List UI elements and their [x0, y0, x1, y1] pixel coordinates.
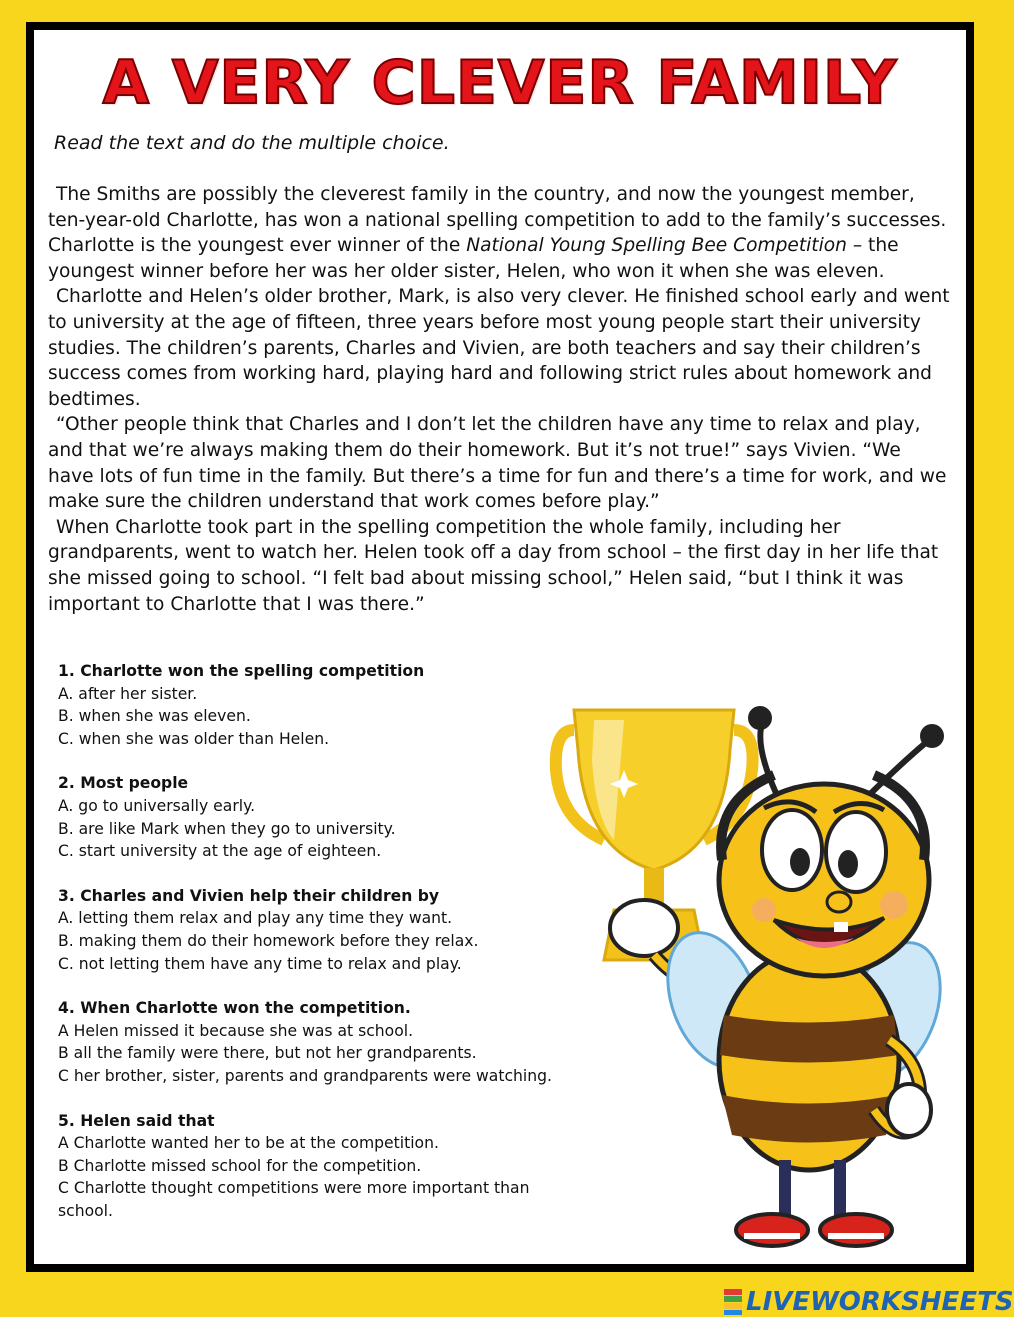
answer-option[interactable]: A. letting them relax and play any time they want.: [58, 909, 453, 928]
question-stem: 2. Most people: [58, 774, 189, 793]
question-stem: 3. Charles and Vivien help their children by: [58, 886, 440, 905]
paragraph-1: [48, 182, 952, 284]
brand-wordmark: LIVEWORKSHEETS: [746, 1287, 1014, 1317]
instruction-text: Read the text and do the multiple choice.: [54, 132, 450, 154]
question-stem: 1. Charlotte won the spelling competition: [58, 662, 425, 680]
brand-footer: [724, 1287, 1014, 1317]
answer-option[interactable]: C. not letting them have any time to relax and play.: [58, 954, 462, 973]
answer-option[interactable]: A. after her sister.: [58, 684, 198, 703]
paragraph-2: Charlotte and Helen’s older brother, Mark, is also very clever. He finished school early and went to university at the age of fifteen, three years before most young people start their university studies. The children’s parents, Charles and Vivien, are both teachers and say their children’s success comes from working hard, playing hard and following strict rules about homework and bedtimes.: [48, 286, 950, 410]
answer-option[interactable]: A Helen missed it because she was at school.: [58, 1021, 414, 1040]
question-1: [58, 660, 558, 750]
answer-option[interactable]: B Charlotte missed school for the competition.: [58, 1156, 422, 1175]
question-4: [58, 997, 558, 1087]
answer-option[interactable]: C. when she was older than Helen.: [58, 729, 330, 748]
reading-passage: [48, 182, 952, 617]
answer-option[interactable]: B all the family were there, but not her grandparents.: [58, 1044, 477, 1063]
paragraph-1-text-b: – the youngest winner before her was her older sister, Helen, who won it when she was eleven.: [48, 235, 899, 282]
question-3: [58, 885, 558, 975]
paragraph-4: When Charlotte took part in the spelling competition the whole family, including her grandparents, went to watch her. Helen took off a day from school – the first day in her life that she missed going to school. “I felt bad about missing school,” Helen said, “but I think it was important to Charlotte that I was there.”: [48, 516, 939, 615]
competition-name: National Young Spelling Bee Competition: [466, 235, 847, 257]
worksheet: [34, 30, 1014, 1317]
question-stem: 5. Helen said that: [58, 1111, 215, 1130]
question-2: [58, 772, 558, 862]
question-5: [58, 1110, 558, 1223]
paragraph-3: “Other people think that Charles and I don’t let the children have any time to relax and play, and that we’re always making them do their homework. But it’s not true!” says Vivien. “We have lots of fun time in the family. But there’s a time for fun and there’s a time for work, and we make sure the children understand that work comes before play.”: [48, 414, 947, 513]
liveworksheets-logo-icon: [724, 1289, 742, 1315]
paragraph-1-text-a: The Smiths are possibly the cleverest family in the country, and now the youngest member, ten-year-old Charlotte, has won a national spelling competition to add to the family’s successes. Charlotte is the youngest ever winner of the: [48, 184, 947, 257]
answer-option[interactable]: C. start university at the age of eighteen.: [58, 842, 382, 861]
question-stem: 4. When Charlotte won the competition.: [58, 999, 411, 1018]
answer-option[interactable]: A Charlotte wanted her to be at the competition.: [58, 1134, 439, 1153]
answer-option[interactable]: B. when she was eleven.: [58, 707, 251, 726]
bee-trophy-icon: [534, 670, 934, 1260]
question-list: [58, 660, 558, 1244]
answer-option[interactable]: B. are like Mark when they go to university.: [58, 819, 396, 838]
answer-option[interactable]: A. go to universally early.: [58, 796, 256, 815]
page-title: A VERY CLEVER FAMILY: [102, 48, 898, 118]
answer-option[interactable]: C her brother, sister, parents and grandparents were watching.: [58, 1066, 552, 1085]
answer-option[interactable]: C Charlotte thought competitions were more important than school.: [58, 1179, 530, 1220]
answer-option[interactable]: B. making them do their homework before they relax.: [58, 931, 479, 950]
